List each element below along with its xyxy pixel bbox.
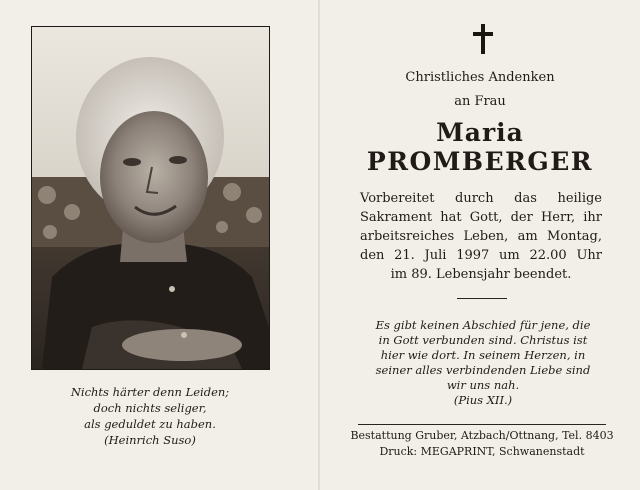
deceased-first-name: Maria — [436, 118, 524, 147]
funeral-home-line: Bestattung Gruber, Atzbach/Ottnang, Tel. 8403 — [350, 429, 614, 442]
right-quote — [358, 318, 608, 408]
portrait-image — [32, 27, 269, 369]
right-quote-line: wir uns nah. — [446, 378, 520, 392]
notice-line: Sakrament hat Gott, der Herr, ihr — [360, 210, 602, 225]
notice-line: Vorbereitet durch das heilige — [360, 191, 602, 206]
right-panel — [320, 0, 640, 490]
intro-line: Christliches Andenken — [405, 70, 555, 85]
notice-line: den 21. Juli 1997 um 22.00 Uhr — [360, 248, 602, 263]
right-quote-line: hier wie dort. In seinem Herzen, in — [380, 348, 586, 362]
right-quote-line: in Gott verbunden sind. Christus ist — [378, 333, 588, 347]
left-quote-line: als geduldet zu haben. — [84, 417, 216, 431]
divider — [457, 298, 507, 299]
intro-line: an Frau — [454, 94, 506, 109]
notice-line: im 89. Lebensjahr beendet. — [390, 267, 572, 282]
left-quote-line: doch nichts seliger, — [93, 401, 207, 415]
left-panel — [0, 0, 318, 490]
right-quote-line: Es gibt keinen Abschied für jene, die — [375, 318, 591, 332]
left-quote — [40, 384, 260, 448]
footer — [348, 428, 616, 460]
right-quote-author: (Pius XII.) — [453, 393, 513, 407]
footer-divider — [358, 424, 606, 425]
deceased-last-name: PROMBERGER — [366, 147, 594, 176]
left-quote-line: Nichts härter denn Leiden; — [70, 385, 230, 399]
printer-line: Druck: MEGAPRINT, Schwanenstadt — [379, 445, 585, 458]
portrait-photo — [31, 26, 270, 370]
death-notice-text — [360, 189, 602, 284]
left-quote-author: (Heinrich Suso) — [104, 433, 196, 447]
notice-line: arbeitsreiches Leben, am Montag, — [360, 229, 602, 244]
latin-cross-icon — [470, 24, 496, 54]
right-quote-line: seiner alles verbindenden Liebe sind — [375, 363, 591, 377]
